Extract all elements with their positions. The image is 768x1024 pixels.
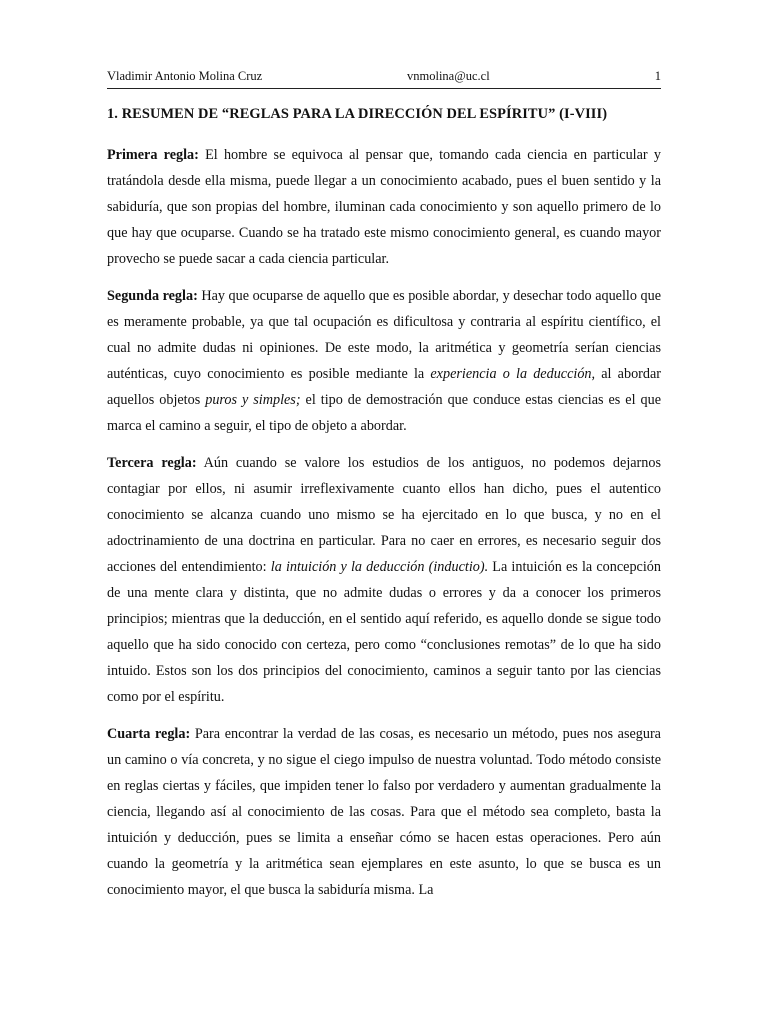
rule-text: al abordar aquellos objetos bbox=[107, 366, 662, 408]
rule-italic-text: puros y simples; bbox=[205, 392, 301, 408]
rule-paragraph-3 bbox=[107, 450, 661, 710]
rule-text: Aún cuando se valore los estudios de los antiguos, no podemos dejarnos contagiar por ellos, ni asumir irreflexivamente cuanto ellos han dicho, pues el autentico conocimiento se alcanza cuando uno mismo se ha ejercitado en lo que busca, y no en el adoctrinamiento de una doctrina en particular. Para no caer en errores, es necesario seguir dos acciones del entendimiento: bbox=[107, 455, 661, 575]
header-email: vnmolina@uc.cl bbox=[407, 69, 490, 83]
rule-label: Cuarta regla: bbox=[107, 726, 191, 742]
rule-paragraph-1 bbox=[107, 142, 661, 272]
rule-label: Primera regla: bbox=[107, 147, 199, 163]
header-author: Vladimir Antonio Molina Cruz bbox=[107, 69, 263, 83]
header-page-number: 1 bbox=[654, 69, 661, 83]
rule-text: El hombre se equivoca al pensar que, tomando cada ciencia en particular y tratándola desde ella misma, puede llegar a un conocimiento acabado, pues el buen sentido y la sabiduría, que son propias del hombre, iluminan cada conocimiento y son aquello primero de lo que hay que ocuparse. Cuando se ha tratado este mismo conocimiento general, es cuando mayor provecho se puede sacar a cada ciencia particular. bbox=[107, 147, 661, 267]
rule-label: Segunda regla: bbox=[107, 288, 198, 304]
rule-italic-text: la intuición y la deducción (inductio). bbox=[270, 559, 489, 575]
rule-text: Para encontrar la verdad de las cosas, es necesario un método, pues nos asegura un camino o vía concreta, y no sigue el ciego impulso de nuestra voluntad. Todo método consiste en reglas ciertas y fáciles, que impiden tener lo falso por verdadero y aumentan gradualmente la ciencia, llegando así al conocimiento de las cosas. Para que el método sea completo, basta la intuición y deducción, pues se limita a enseñar cómo se hacen estas operaciones. Pero aún cuando la geometría y la aritmética sean ejemplares en este asunto, lo que se busca es un conocimiento mayor, el que busca la sabiduría misma. La bbox=[107, 726, 661, 898]
rule-text: La intuición es la concepción de una mente clara y distinta, que no admite dudas o errores y da a conocer los primeros principios; mientras que la deducción, en el sentido aquí referido, es aquello donde se sigue todo aquello que ha sido conocido con certeza, pero como “conclusiones remotas” de lo que ha sido intuido. Estos son los dos principios del conocimiento, caminos a seguir tanto por las ciencias como por el espíritu. bbox=[107, 559, 661, 705]
rule-text: el tipo de demostración que conduce estas ciencias es el que marca el camino a seguir, el tipo de objeto a abordar. bbox=[107, 392, 661, 434]
section-title: 1. RESUMEN DE “REGLAS PARA LA DIRECCIÓN DEL ESPÍRITU” (I-VIII) bbox=[107, 106, 608, 122]
page-header bbox=[107, 69, 661, 89]
rule-text: Hay que ocuparse de aquello que es posible abordar, y desechar todo aquello que es meramente probable, ya que tal ocupación es dificultosa y contraria al espíritu científico, el cual no admite dudas ni opiniones. De este modo, la aritmética y geometría serían ciencias auténticas, cuyo conocimiento es posible mediante la bbox=[107, 288, 661, 382]
rule-paragraph-4 bbox=[107, 721, 661, 903]
header-divider bbox=[107, 88, 661, 89]
rule-label: Tercera regla: bbox=[107, 455, 197, 471]
document-body bbox=[107, 142, 661, 914]
rule-italic-text: experiencia o la deducción, bbox=[430, 366, 596, 382]
rule-paragraph-2 bbox=[107, 283, 661, 439]
